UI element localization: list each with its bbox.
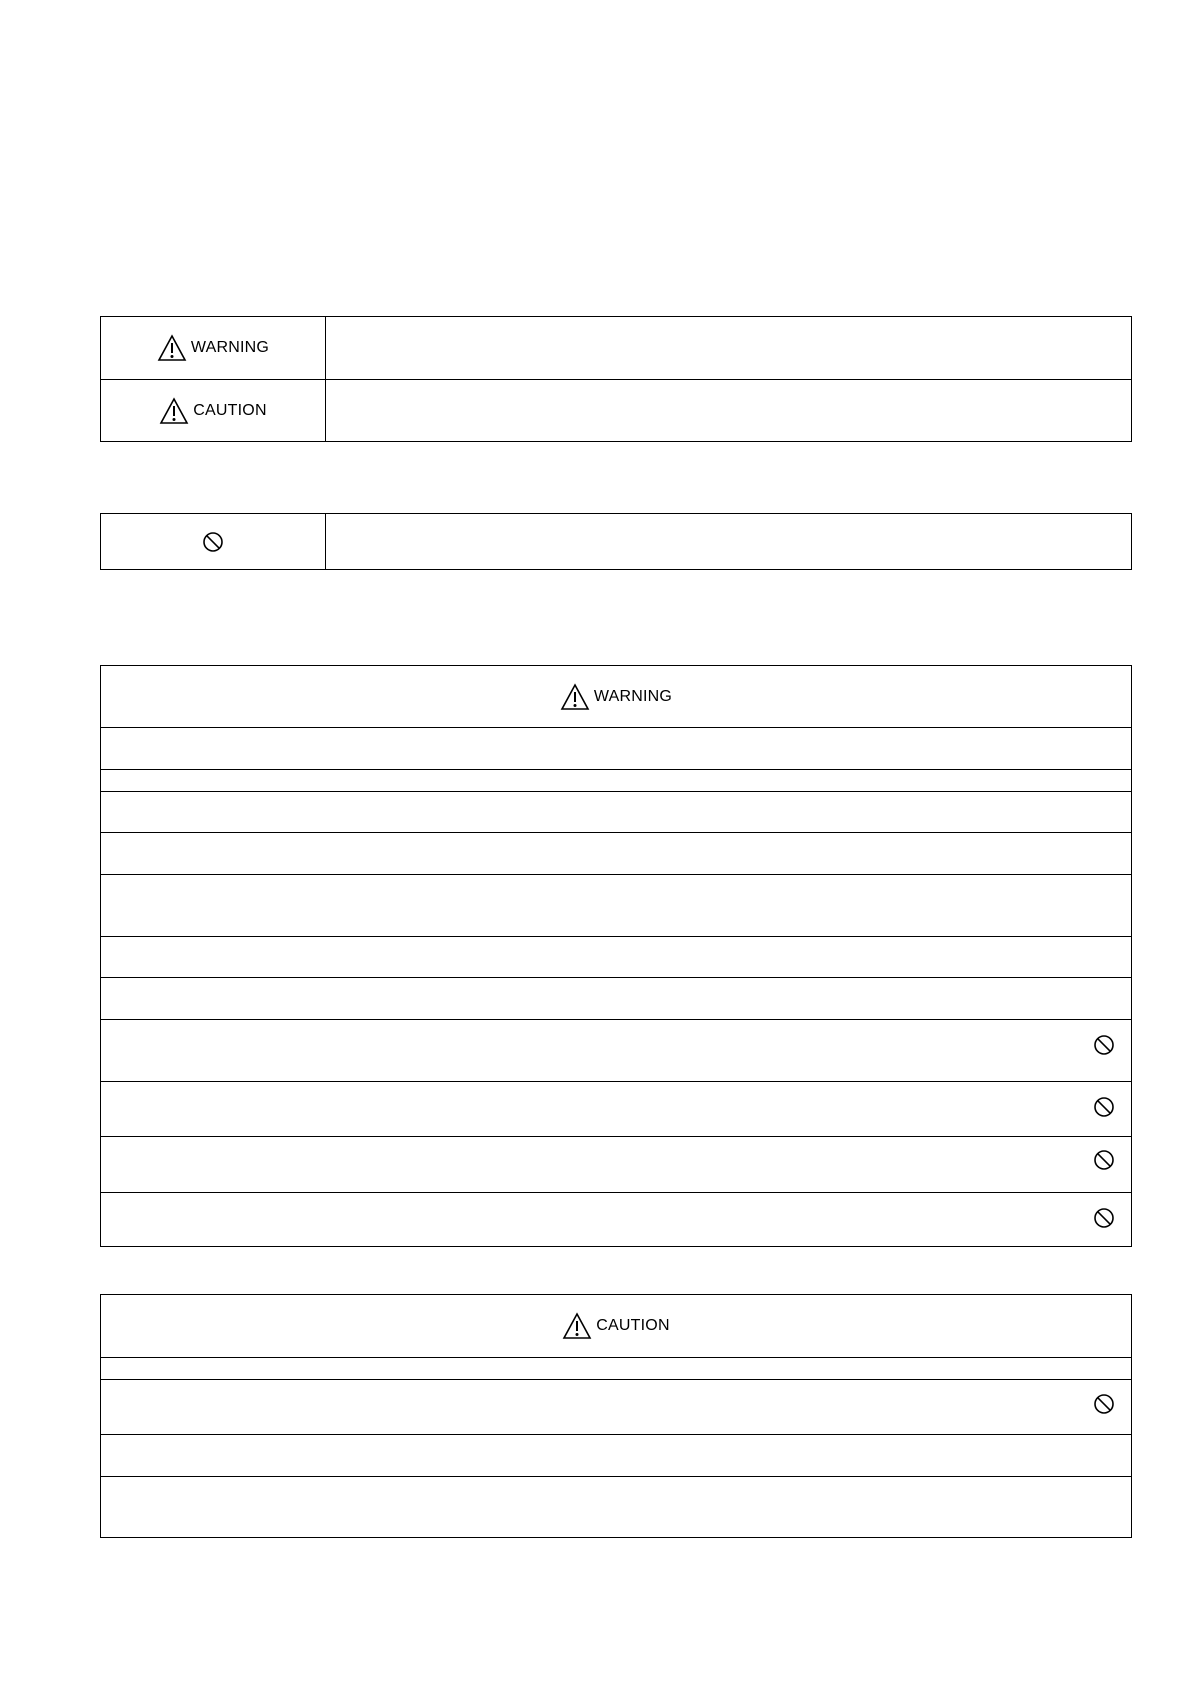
table-row bbox=[101, 978, 1131, 1020]
table-row bbox=[101, 1477, 1131, 1537]
legend-description-cell bbox=[326, 514, 1131, 569]
caution-table bbox=[100, 1294, 1132, 1538]
legend-row-warning bbox=[101, 317, 1131, 380]
legend-row-caution bbox=[101, 380, 1131, 441]
prohibited-icon bbox=[1093, 1393, 1115, 1415]
legend-symbol-cell bbox=[101, 317, 326, 379]
table-row bbox=[101, 1358, 1131, 1380]
table-row bbox=[101, 1380, 1131, 1435]
table-row bbox=[101, 1020, 1131, 1082]
prohibited-icon bbox=[1093, 1149, 1115, 1171]
legend-symbol-cell bbox=[101, 380, 326, 441]
prohibited-icon bbox=[1093, 1096, 1115, 1118]
caution-table-header bbox=[101, 1295, 1131, 1358]
table-row bbox=[101, 1137, 1131, 1193]
legend-symbol-cell bbox=[101, 514, 326, 569]
warning-triangle-icon bbox=[157, 334, 187, 362]
table-row bbox=[101, 770, 1131, 792]
warning-table-title: WARNING bbox=[593, 687, 673, 705]
legend-description-cell bbox=[326, 380, 1131, 441]
warning-triangle-icon bbox=[159, 397, 189, 425]
legend-warning-label: WARNING bbox=[190, 339, 270, 356]
legend-caution-label: CAUTION bbox=[193, 401, 267, 419]
table-row bbox=[101, 1193, 1131, 1248]
prohibited-icon bbox=[1093, 1034, 1115, 1056]
table-row bbox=[101, 833, 1131, 875]
warning-triangle-icon bbox=[562, 1312, 592, 1340]
prohibited-icon bbox=[202, 531, 224, 553]
legend-description-cell bbox=[326, 317, 1131, 379]
warning-table-header bbox=[101, 666, 1131, 728]
table-row bbox=[101, 792, 1131, 833]
warning-table bbox=[100, 665, 1132, 1247]
table-row bbox=[101, 1082, 1131, 1137]
table-row bbox=[101, 728, 1131, 770]
symbol-legend bbox=[100, 513, 1132, 570]
caution-table-title: CAUTION bbox=[596, 1317, 670, 1334]
legend-row-prohibited bbox=[101, 514, 1131, 569]
table-row bbox=[101, 1435, 1131, 1477]
prohibited-icon bbox=[1093, 1207, 1115, 1229]
table-row bbox=[101, 937, 1131, 978]
warning-triangle-icon bbox=[560, 683, 590, 711]
table-row bbox=[101, 875, 1131, 937]
signal-word-legend bbox=[100, 316, 1132, 442]
